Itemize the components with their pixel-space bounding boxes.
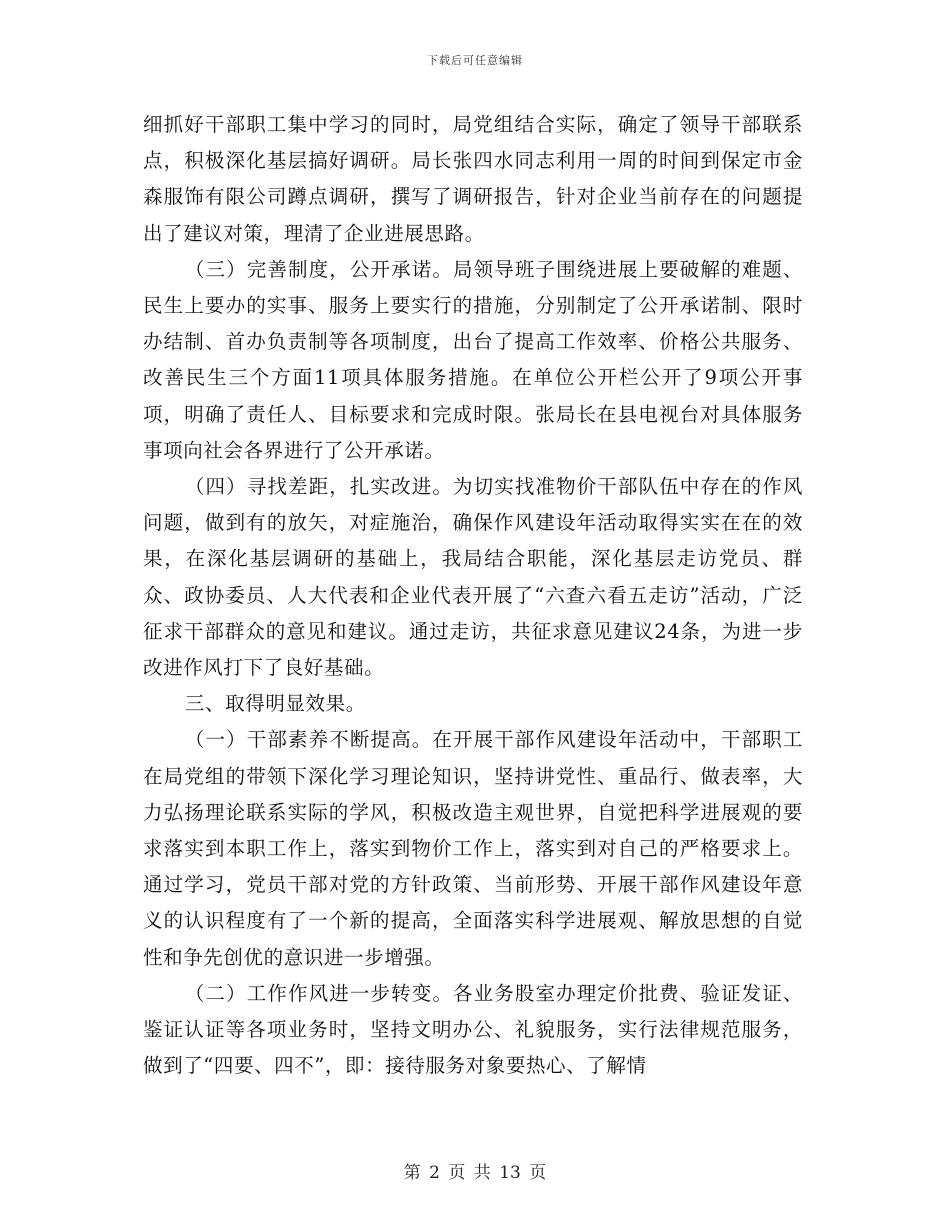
paragraph-result-1: （一）干部素养不断提高。在开展干部作风建设年活动中，干部职工在局党组的带领下深化学习理论知识，坚持讲党性、重品行、做表率，大力弘扬理论联系实际的学风，积极改造主观世界，自觉把科学进展观的要求落实到本职工作上，落实到物价工作上，落实到对自己的严格要求上。通过学习，党员干部对党的方针政策、当前形势、开展干部作风建设年意义的认识程度有了一个新的提高，全面落实科学进展观、解放思想的自觉性和争先创优的意识进一步增强。	[143, 728, 803, 969]
paragraph-result-2: （二）工作作风进一步转变。各业务股室办理定价批费、验证发证、鉴证认证等各项业务时，坚持文明办公、礼貌服务，实行法律规范服务，做到了“四要、四不”，即：接待服务对象要热心、了解情	[143, 981, 803, 1078]
document-body	[143, 107, 803, 1084]
paragraph-continuation: 细抓好干部职工集中学习的同时，局党组结合实际，确定了领导干部联系点，积极深化基层搞好调研。局长张四水同志利用一周的时间到保定市金森服饰有限公司蹲点调研，撰写了调研报告，针对企业当前存在的问题提出了建议对策，理清了企业进展思路。	[143, 113, 803, 245]
page-header: 下载后可任意编辑	[427, 54, 523, 67]
paragraph-section-4: （四）寻找差距，扎实改进。为切实找准物价干部队伍中存在的作风问题，做到有的放矢，对症施治，确保作风建设年活动取得实实在在的效果，在深化基层调研的基础上，我局结合职能，深化基层走访党员、群众、政协委员、人大代表和企业代表开展了“六查六看五走访”活动，广泛征求干部群众的意见和建议。通过走访，共征求意见建议24条，为进一步改进作风打下了良好基础。	[143, 475, 803, 680]
paragraph-section-3: （三）完善制度，公开承诺。局领导班子围绕进展上要破解的难题、民生上要办的实事、服务上要实行的措施，分别制定了公开承诺制、限时办结制、首办负责制等各项制度，出台了提高工作效率、价格公共服务、改善民生三个方面11项具体服务措施。在单位公开栏公开了9项公开事项，明确了责任人、目标要求和完成时限。张局长在县电视台对具体服务事项向社会各界进行了公开承诺。	[143, 257, 803, 462]
page-number: 第 2 页 共 13 页	[403, 1163, 547, 1183]
section-heading-results: 三、取得明显效果。	[184, 692, 366, 716]
